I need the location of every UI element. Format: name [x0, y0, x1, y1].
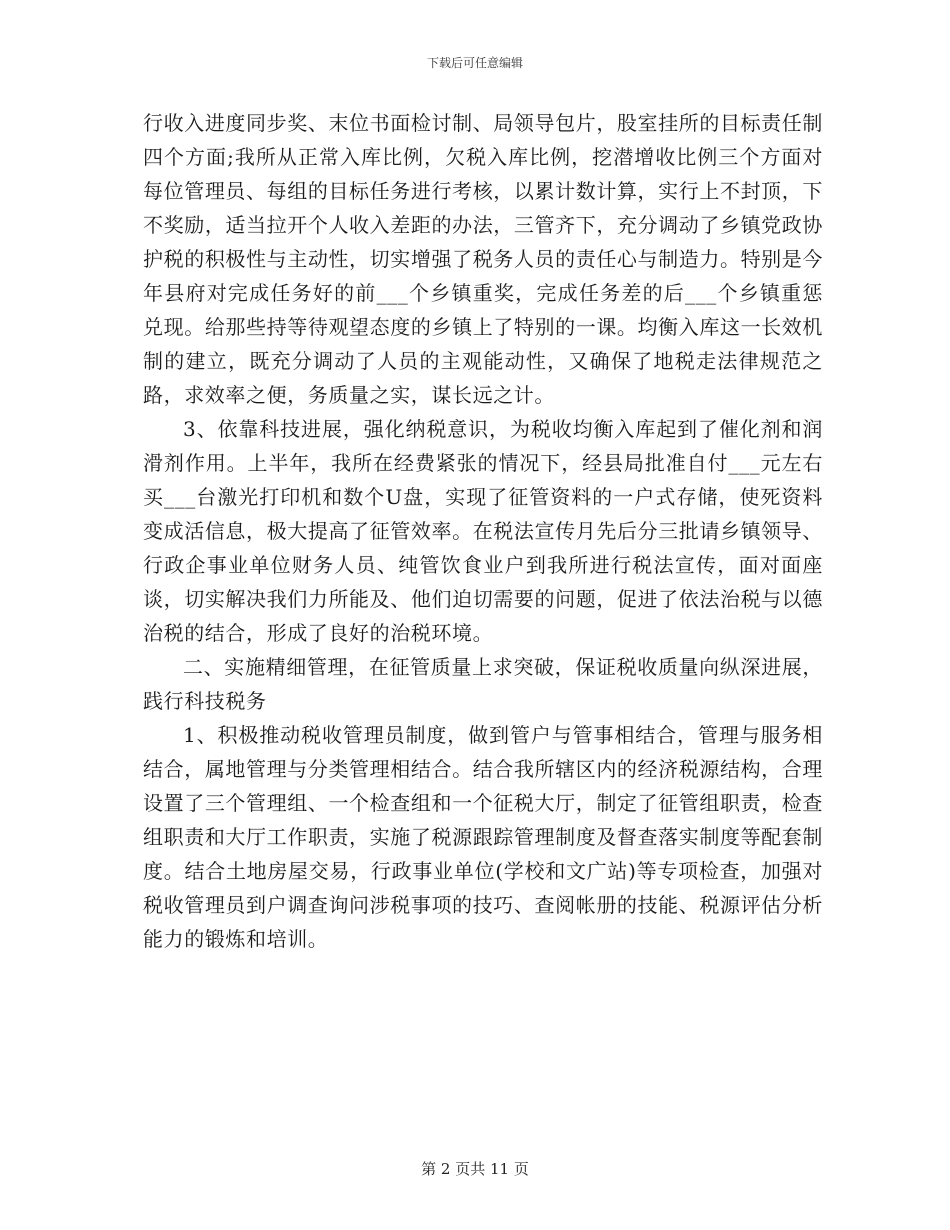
paragraph-2: 3、依靠科技进展，强化纳税意识，为税收均衡入库起到了催化剂和润滑剂作用。上半年，我所在经费紧张的情况下，经县局批准自付___元左右买___台激光打印机和数个U盘，实现了征管资料的一户式存储，使死资料变成活信息，极大提高了征管效率。在税法宣传月先后分三批请乡镇领导、行政企事业单位财务人员、纯管饮食业户到我所进行税法宣传，面对面座谈，切实解决我们力所能及、他们迫切需要的问题，促进了依法治税与以德治税的结合，形成了良好的治税环境。	[143, 417, 823, 645]
header-note: 下载后可任意编辑	[426, 56, 523, 70]
document-body	[143, 106, 823, 956]
paragraph-1: 行收入进度同步奖、末位书面检讨制、局领导包片，股室挂所的目标责任制四个方面;我所从正常入库比例，欠税入库比例，挖潜增收比例三个方面对每位管理员、每组的目标任务进行考核，以累计数计算，实行上不封顶，下不奖励，适当拉开个人收入差距的办法，三管齐下，充分调动了乡镇党政协护税的积极性与主动性，切实增强了税务人员的责任心与制造力。特别是今年县府对完成任务好的前___个乡镇重奖，完成任务差的后___个乡镇重惩兑现。给那些持等待观望态度的乡镇上了特别的一课。均衡入库这一长效机制的建立，既充分调动了人员的主观能动性，又确保了地税走法律规范之路，求效率之便，务质量之实，谋长远之计。	[143, 111, 823, 407]
page-number: 第 2 页共 11 页	[421, 1160, 529, 1178]
paragraph-4: 1、积极推动税收管理员制度，做到管户与管事相结合，管理与服务相结合，属地管理与分类管理相结合。结合我所辖区内的经济税源结构，合理设置了三个管理组、一个检查组和一个征税大厅，制定了征管组职责，检查组职责和大厅工作职责，实施了税源跟踪管理制度及督查落实制度等配套制度。结合土地房屋交易，行政事业单位(学校和文广站)等专项检查，加强对税收管理员到户调查询问涉税事项的技巧、查阅帐册的技能、税源评估分析能力的锻炼和培训。	[143, 723, 823, 951]
paragraph-3-heading: 二、实施精细管理，在征管质量上求突破，保证税收质量向纵深进展，践行科技税务	[143, 655, 823, 713]
